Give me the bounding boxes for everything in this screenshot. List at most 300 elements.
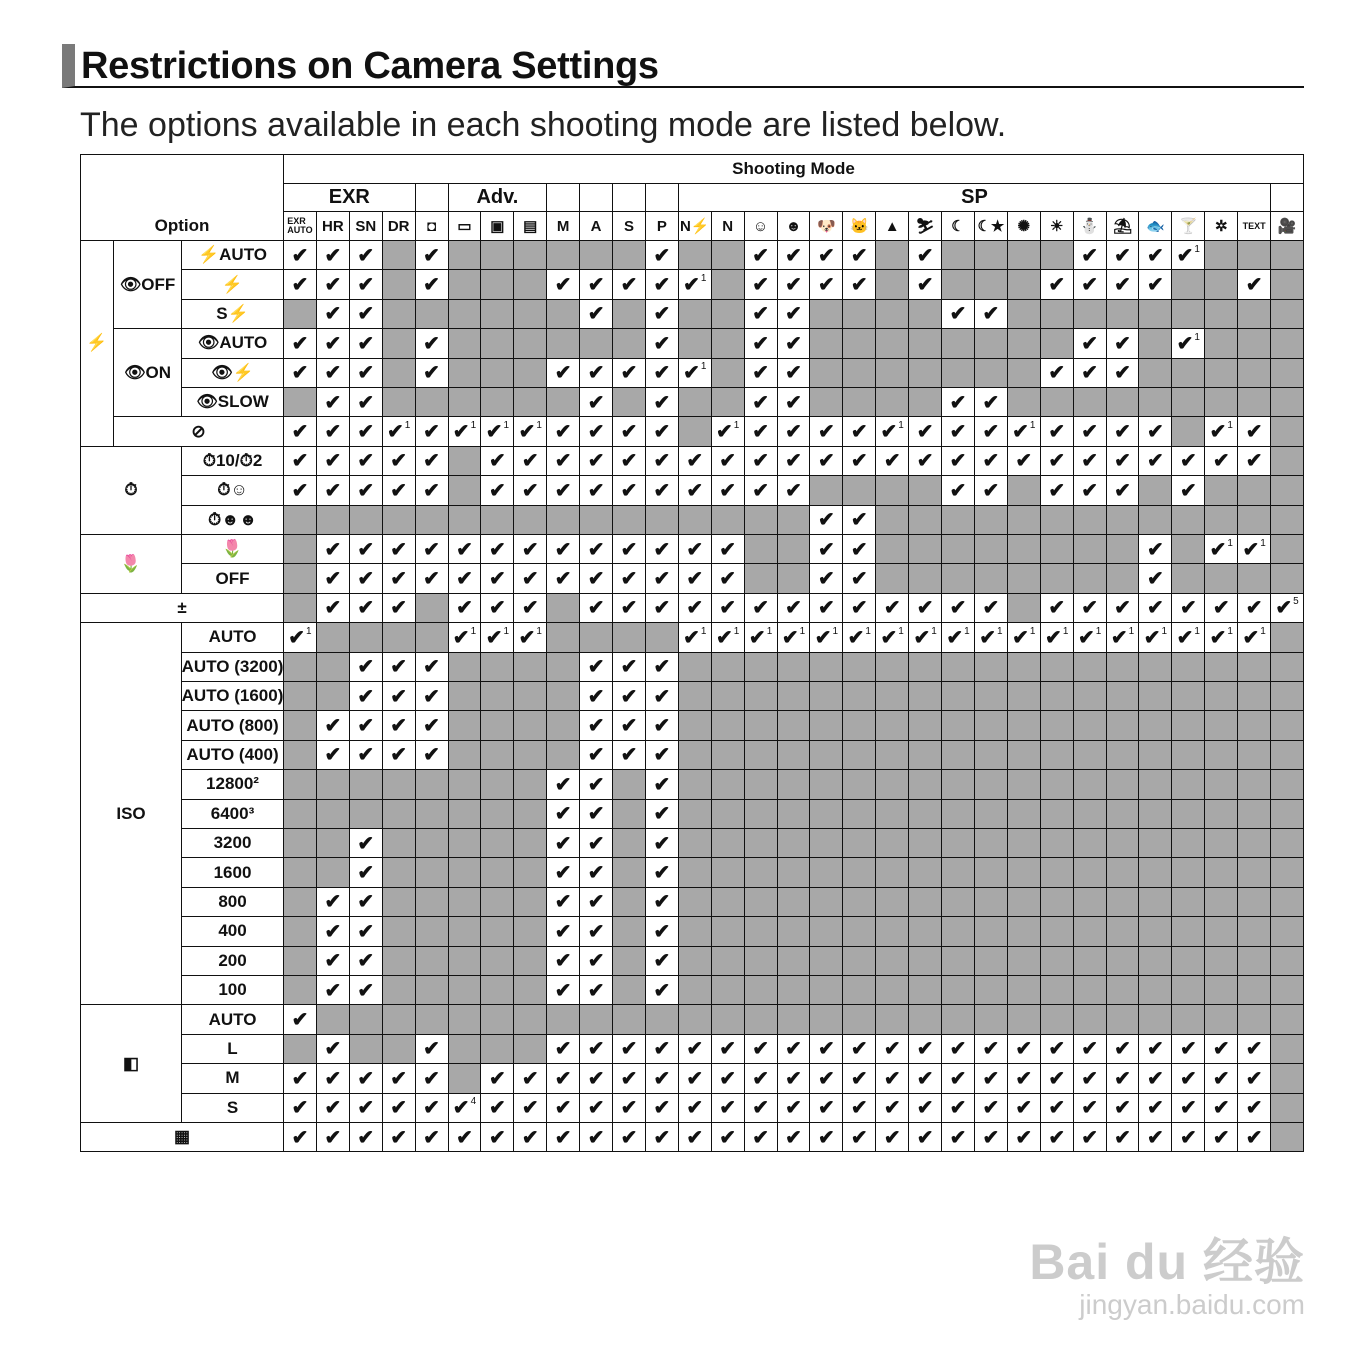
row-label: 100 xyxy=(181,975,284,1005)
unavailable-cell xyxy=(744,681,778,711)
check-cell xyxy=(612,710,646,740)
check-mark: ✔ xyxy=(949,1097,967,1120)
check-mark: ✔ xyxy=(587,715,605,738)
check-mark: ✔ xyxy=(785,274,802,297)
check-cell xyxy=(1073,1034,1107,1064)
check-cell xyxy=(1073,622,1107,652)
check-mark: ✔ xyxy=(850,1038,868,1061)
check-mark: ✔ xyxy=(488,1097,506,1120)
check-mark: ✔ xyxy=(785,391,802,414)
check-cell xyxy=(316,975,350,1005)
check-mark: ✔ xyxy=(587,744,605,767)
check-mark: ✔ xyxy=(554,979,572,1002)
footnote-ref: 1 xyxy=(1260,625,1266,637)
footnote-ref: 1 xyxy=(733,420,740,432)
check-mark: ✔ xyxy=(883,597,901,620)
unavailable-cell xyxy=(480,505,514,535)
check-cell xyxy=(480,622,514,652)
check-cell xyxy=(744,269,778,299)
group-header xyxy=(415,183,449,212)
unavailable-cell xyxy=(1007,240,1041,270)
unavailable-cell xyxy=(908,387,942,417)
footnote-ref: 1 xyxy=(306,625,312,637)
check-cell xyxy=(1204,622,1238,652)
check-mark: ✔ xyxy=(587,538,605,561)
row-label: M xyxy=(181,1063,284,1093)
check-mark: ✔ xyxy=(423,274,440,297)
check-mark: ✔ xyxy=(1114,274,1131,297)
check-mark: ✔ xyxy=(752,1067,769,1090)
unavailable-cell xyxy=(283,710,317,740)
check-mark: ✔ xyxy=(818,1126,835,1149)
watermark-sub: jingyan.baidu.com xyxy=(1079,1289,1305,1321)
row-label: 12800² xyxy=(181,769,284,799)
unavailable-cell xyxy=(448,828,482,858)
check-cell xyxy=(777,446,811,476)
check-mark: ✔ xyxy=(653,538,671,561)
check-mark: ✔ xyxy=(390,538,408,561)
check-cell xyxy=(612,1093,646,1123)
check-cell xyxy=(1106,328,1140,358)
unavailable-cell xyxy=(283,857,317,887)
unavailable-cell xyxy=(612,946,646,976)
check-mark: ✔ xyxy=(1179,450,1197,473)
check-cell xyxy=(777,475,811,505)
check-mark: ✔ xyxy=(587,891,605,914)
mode-icon-natural-flash: N⚡ xyxy=(678,211,712,241)
check-mark: ✔ xyxy=(1245,597,1263,620)
check-cell xyxy=(941,593,975,623)
unavailable-cell xyxy=(448,710,482,740)
check-cell xyxy=(1171,1122,1205,1152)
check-mark: ✔ xyxy=(456,1126,473,1149)
check-mark: ✔ xyxy=(752,1097,769,1120)
check-mark: ✔ xyxy=(883,1097,901,1120)
check-mark: ✔ xyxy=(1114,597,1131,620)
check-mark: ✔ xyxy=(423,538,440,561)
check-cell xyxy=(1237,1093,1271,1123)
check-cell xyxy=(316,328,350,358)
unavailable-cell xyxy=(777,1004,811,1034)
mode-icon-HR: HR xyxy=(316,211,350,241)
check-cell xyxy=(283,446,317,476)
check-cell xyxy=(349,299,383,329)
check-cell xyxy=(678,1063,712,1093)
footnote-ref: 1 xyxy=(865,625,871,637)
check-mark: ✔ xyxy=(357,1097,375,1120)
unavailable-cell xyxy=(1171,828,1205,858)
check-cell xyxy=(316,916,350,946)
check-mark: ✔ xyxy=(587,568,605,591)
row-label: AUTO (1600) xyxy=(181,681,284,711)
check-cell xyxy=(283,1093,317,1123)
mode-icon-dog: 🐶 xyxy=(809,211,843,241)
check-mark: ✔ xyxy=(324,950,342,973)
check-cell xyxy=(645,740,679,770)
check-mark: ✔ xyxy=(485,626,503,649)
unavailable-cell xyxy=(448,475,482,505)
unavailable-cell xyxy=(711,358,745,388)
check-mark: ✔ xyxy=(423,362,440,385)
unavailable-cell xyxy=(1237,710,1271,740)
unavailable-cell xyxy=(1270,769,1304,799)
unavailable-cell xyxy=(415,387,449,417)
check-cell xyxy=(612,740,646,770)
check-mark: ✔ xyxy=(587,832,605,855)
unavailable-cell xyxy=(645,1004,679,1034)
check-cell xyxy=(382,1063,416,1093)
check-mark: ✔ xyxy=(1048,274,1066,297)
unavailable-cell xyxy=(1138,740,1172,770)
unavailable-cell xyxy=(612,799,646,829)
unavailable-cell xyxy=(875,299,909,329)
unavailable-cell xyxy=(1204,769,1238,799)
check-cell xyxy=(283,1063,317,1093)
check-cell xyxy=(1138,269,1172,299)
check-mark: ✔ xyxy=(357,244,375,267)
check-cell xyxy=(1040,475,1074,505)
mode-icon-M: M xyxy=(546,211,580,241)
check-mark: ✔ xyxy=(587,421,605,444)
check-cell xyxy=(316,475,350,505)
unavailable-cell xyxy=(546,710,580,740)
check-mark: ✔ xyxy=(291,1067,309,1090)
check-cell xyxy=(382,593,416,623)
mode-icon-P: P xyxy=(645,211,679,241)
check-cell xyxy=(842,1063,876,1093)
check-mark: ✔ xyxy=(1147,244,1164,267)
unavailable-cell xyxy=(1138,887,1172,917)
check-cell xyxy=(349,975,383,1005)
check-mark: ✔ xyxy=(883,1126,901,1149)
group-header: Adv. xyxy=(448,183,548,212)
unavailable-cell xyxy=(1204,975,1238,1005)
check-mark: ✔ xyxy=(521,597,539,620)
unavailable-cell xyxy=(1040,534,1074,564)
check-mark: ✔ xyxy=(620,362,638,385)
check-mark: ✔ xyxy=(653,920,671,943)
check-cell xyxy=(678,1034,712,1064)
check-cell xyxy=(974,416,1008,446)
unavailable-cell xyxy=(415,916,449,946)
check-mark: ✔ xyxy=(653,744,671,767)
check-cell xyxy=(1106,446,1140,476)
check-cell xyxy=(1237,269,1271,299)
unavailable-cell xyxy=(612,857,646,887)
check-cell xyxy=(513,534,547,564)
check-cell xyxy=(941,1034,975,1064)
check-cell xyxy=(941,1063,975,1093)
unavailable-cell xyxy=(513,740,547,770)
check-cell xyxy=(283,475,317,505)
check-mark: ✔ xyxy=(1245,1038,1263,1061)
unavailable-cell xyxy=(875,769,909,799)
unavailable-cell xyxy=(546,299,580,329)
check-cell xyxy=(678,358,712,388)
check-cell xyxy=(448,1093,482,1123)
unavailable-cell xyxy=(875,710,909,740)
unavailable-cell xyxy=(612,622,646,652)
check-cell xyxy=(448,593,482,623)
check-cell xyxy=(1007,1034,1041,1064)
unavailable-cell xyxy=(711,505,745,535)
unavailable-cell xyxy=(283,387,317,417)
check-mark: ✔ xyxy=(1081,332,1098,355)
unavailable-cell xyxy=(283,534,317,564)
check-mark: ✔ xyxy=(390,744,408,767)
unavailable-cell xyxy=(1171,505,1205,535)
check-mark: ✔ xyxy=(357,656,375,679)
check-cell xyxy=(711,563,745,593)
unavailable-cell xyxy=(809,358,843,388)
check-mark: ✔ xyxy=(653,274,671,297)
check-mark: ✔ xyxy=(587,479,605,502)
unavailable-cell xyxy=(415,622,449,652)
check-mark: ✔ xyxy=(785,421,802,444)
check-mark: ✔ xyxy=(587,1097,605,1120)
unavailable-cell xyxy=(480,799,514,829)
check-mark: ✔ xyxy=(488,597,506,620)
unavailable-cell xyxy=(809,946,843,976)
check-mark: ✔ xyxy=(949,391,967,414)
check-cell xyxy=(349,328,383,358)
check-mark: ✔ xyxy=(752,479,769,502)
unavailable-cell xyxy=(777,563,811,593)
unavailable-cell xyxy=(513,358,547,388)
unavailable-cell xyxy=(1073,946,1107,976)
check-cell xyxy=(382,652,416,682)
unavailable-cell xyxy=(974,358,1008,388)
check-mark: ✔ xyxy=(291,450,309,473)
check-mark: ✔ xyxy=(1209,626,1227,649)
unavailable-cell xyxy=(546,652,580,682)
unavailable-cell xyxy=(777,799,811,829)
unavailable-cell xyxy=(875,652,909,682)
check-mark: ✔ xyxy=(686,479,704,502)
check-mark: ✔ xyxy=(949,303,967,326)
check-mark: ✔ xyxy=(686,538,704,561)
unavailable-cell xyxy=(1073,710,1107,740)
check-mark: ✔ xyxy=(785,332,802,355)
check-cell xyxy=(316,269,350,299)
check-cell xyxy=(711,534,745,564)
check-mark: ✔ xyxy=(357,832,375,855)
mode-icon-SN: SN xyxy=(349,211,383,241)
unavailable-cell xyxy=(1106,652,1140,682)
check-cell xyxy=(415,269,449,299)
check-cell xyxy=(546,534,580,564)
check-cell xyxy=(908,240,942,270)
check-mark: ✔ xyxy=(719,1067,737,1090)
unavailable-cell xyxy=(1073,563,1107,593)
unavailable-cell xyxy=(1171,387,1205,417)
unavailable-cell xyxy=(908,769,942,799)
unavailable-cell xyxy=(1007,975,1041,1005)
check-mark: ✔ xyxy=(916,1038,934,1061)
unavailable-cell xyxy=(1007,652,1041,682)
unavailable-cell xyxy=(908,799,942,829)
check-mark: ✔ xyxy=(587,391,605,414)
check-mark: ✔ xyxy=(785,1126,802,1149)
footnote-ref: 1 xyxy=(1227,537,1233,549)
unavailable-cell xyxy=(1007,799,1041,829)
check-mark: ✔ xyxy=(386,421,404,444)
unavailable-cell xyxy=(744,710,778,740)
unavailable-cell xyxy=(809,710,843,740)
unavailable-cell xyxy=(1007,563,1041,593)
mode-icon-flower: ✲ xyxy=(1204,211,1238,241)
check-mark: ✔ xyxy=(357,891,375,914)
mode-icon-fireworks: ✺ xyxy=(1007,211,1041,241)
unavailable-cell xyxy=(711,240,745,270)
unavailable-cell xyxy=(908,1004,942,1034)
footnote-ref: 1 xyxy=(1227,625,1233,637)
check-mark: ✔ xyxy=(818,1097,835,1120)
unavailable-cell xyxy=(744,769,778,799)
check-mark: ✔ xyxy=(1045,626,1062,649)
unavailable-cell xyxy=(941,652,975,682)
unavailable-cell xyxy=(415,946,449,976)
check-cell xyxy=(349,446,383,476)
check-mark: ✔ xyxy=(653,421,671,444)
check-cell xyxy=(1106,240,1140,270)
unavailable-cell xyxy=(875,799,909,829)
unavailable-cell xyxy=(1270,1004,1304,1034)
check-cell xyxy=(316,710,350,740)
check-mark: ✔ xyxy=(785,244,802,267)
check-cell xyxy=(645,828,679,858)
check-cell xyxy=(777,622,811,652)
unavailable-cell xyxy=(875,887,909,917)
check-mark: ✔ xyxy=(291,332,309,355)
unavailable-cell xyxy=(513,1034,547,1064)
check-cell xyxy=(283,622,317,652)
check-mark: ✔ xyxy=(587,597,605,620)
check-mark: ✔ xyxy=(1147,568,1164,591)
check-mark: ✔ xyxy=(357,421,375,444)
check-cell xyxy=(579,475,613,505)
footnote-ref: 1 xyxy=(799,625,806,637)
check-mark: ✔ xyxy=(1048,597,1066,620)
unavailable-cell xyxy=(612,975,646,1005)
unavailable-cell xyxy=(908,681,942,711)
check-cell xyxy=(546,946,580,976)
check-cell xyxy=(842,240,876,270)
mode-icon-snow: ⛄ xyxy=(1073,211,1107,241)
unavailable-cell xyxy=(448,916,482,946)
check-mark: ✔ xyxy=(587,1067,605,1090)
check-mark: ✔ xyxy=(587,1038,605,1061)
check-cell xyxy=(612,1034,646,1064)
unavailable-cell xyxy=(744,946,778,976)
check-cell xyxy=(382,710,416,740)
check-cell xyxy=(875,1093,909,1123)
unavailable-cell xyxy=(1040,710,1074,740)
check-cell xyxy=(678,534,712,564)
check-mark: ✔ xyxy=(1048,362,1066,385)
check-mark: ✔ xyxy=(683,362,700,385)
check-mark: ✔ xyxy=(1081,1038,1098,1061)
check-mark: ✔ xyxy=(620,538,638,561)
unavailable-cell xyxy=(513,269,547,299)
unavailable-cell xyxy=(1007,269,1041,299)
unavailable-cell xyxy=(908,475,942,505)
check-mark: ✔ xyxy=(620,479,638,502)
unavailable-cell xyxy=(1171,416,1205,446)
check-cell xyxy=(1204,1063,1238,1093)
unavailable-cell xyxy=(316,505,350,535)
check-cell xyxy=(1073,475,1107,505)
check-cell xyxy=(382,563,416,593)
unavailable-cell xyxy=(974,534,1008,564)
unavailable-cell xyxy=(875,269,909,299)
unavailable-cell xyxy=(283,946,317,976)
unavailable-cell xyxy=(941,269,975,299)
unavailable-cell xyxy=(1007,887,1041,917)
unavailable-cell xyxy=(1040,328,1074,358)
row-label: ⏱☻☻ xyxy=(181,505,284,535)
unavailable-cell xyxy=(1040,681,1074,711)
unavailable-cell xyxy=(908,828,942,858)
check-mark: ✔ xyxy=(488,1126,506,1149)
unavailable-cell xyxy=(941,916,975,946)
unavailable-cell xyxy=(842,887,876,917)
check-mark: ✔ xyxy=(357,597,375,620)
check-cell xyxy=(283,1004,317,1034)
unavailable-cell xyxy=(1270,446,1304,476)
check-cell xyxy=(612,1063,646,1093)
unavailable-cell xyxy=(744,857,778,887)
footnote-ref: 1 xyxy=(503,420,510,432)
check-mark: ✔ xyxy=(1114,332,1131,355)
unavailable-cell xyxy=(974,975,1008,1005)
unavailable-cell xyxy=(777,887,811,917)
check-mark: ✔ xyxy=(390,597,408,620)
check-mark: ✔ xyxy=(719,597,737,620)
unavailable-cell xyxy=(1270,387,1304,417)
check-mark: ✔ xyxy=(818,597,835,620)
check-cell xyxy=(908,1122,942,1152)
check-cell xyxy=(645,916,679,946)
check-cell xyxy=(1138,446,1172,476)
check-mark: ✔ xyxy=(686,450,704,473)
unavailable-cell xyxy=(513,387,547,417)
unavailable-cell xyxy=(711,799,745,829)
check-mark: ✔ xyxy=(1242,626,1260,649)
unavailable-cell xyxy=(1007,505,1041,535)
check-cell xyxy=(678,446,712,476)
check-mark: ✔ xyxy=(719,538,737,561)
check-mark: ✔ xyxy=(587,450,605,473)
unavailable-cell xyxy=(842,358,876,388)
check-cell xyxy=(579,740,613,770)
check-cell xyxy=(1073,328,1107,358)
check-cell xyxy=(842,534,876,564)
unavailable-cell xyxy=(1237,946,1271,976)
unavailable-cell xyxy=(777,946,811,976)
unavailable-cell xyxy=(513,505,547,535)
unavailable-cell xyxy=(1204,857,1238,887)
unavailable-cell xyxy=(448,505,482,535)
check-mark: ✔ xyxy=(818,538,835,561)
check-cell xyxy=(645,475,679,505)
check-cell xyxy=(546,1122,580,1152)
check-mark: ✔ xyxy=(1015,1097,1033,1120)
check-mark: ✔ xyxy=(916,421,934,444)
unavailable-cell xyxy=(1073,828,1107,858)
unavailable-cell xyxy=(1106,299,1140,329)
check-mark: ✔ xyxy=(1110,626,1128,649)
